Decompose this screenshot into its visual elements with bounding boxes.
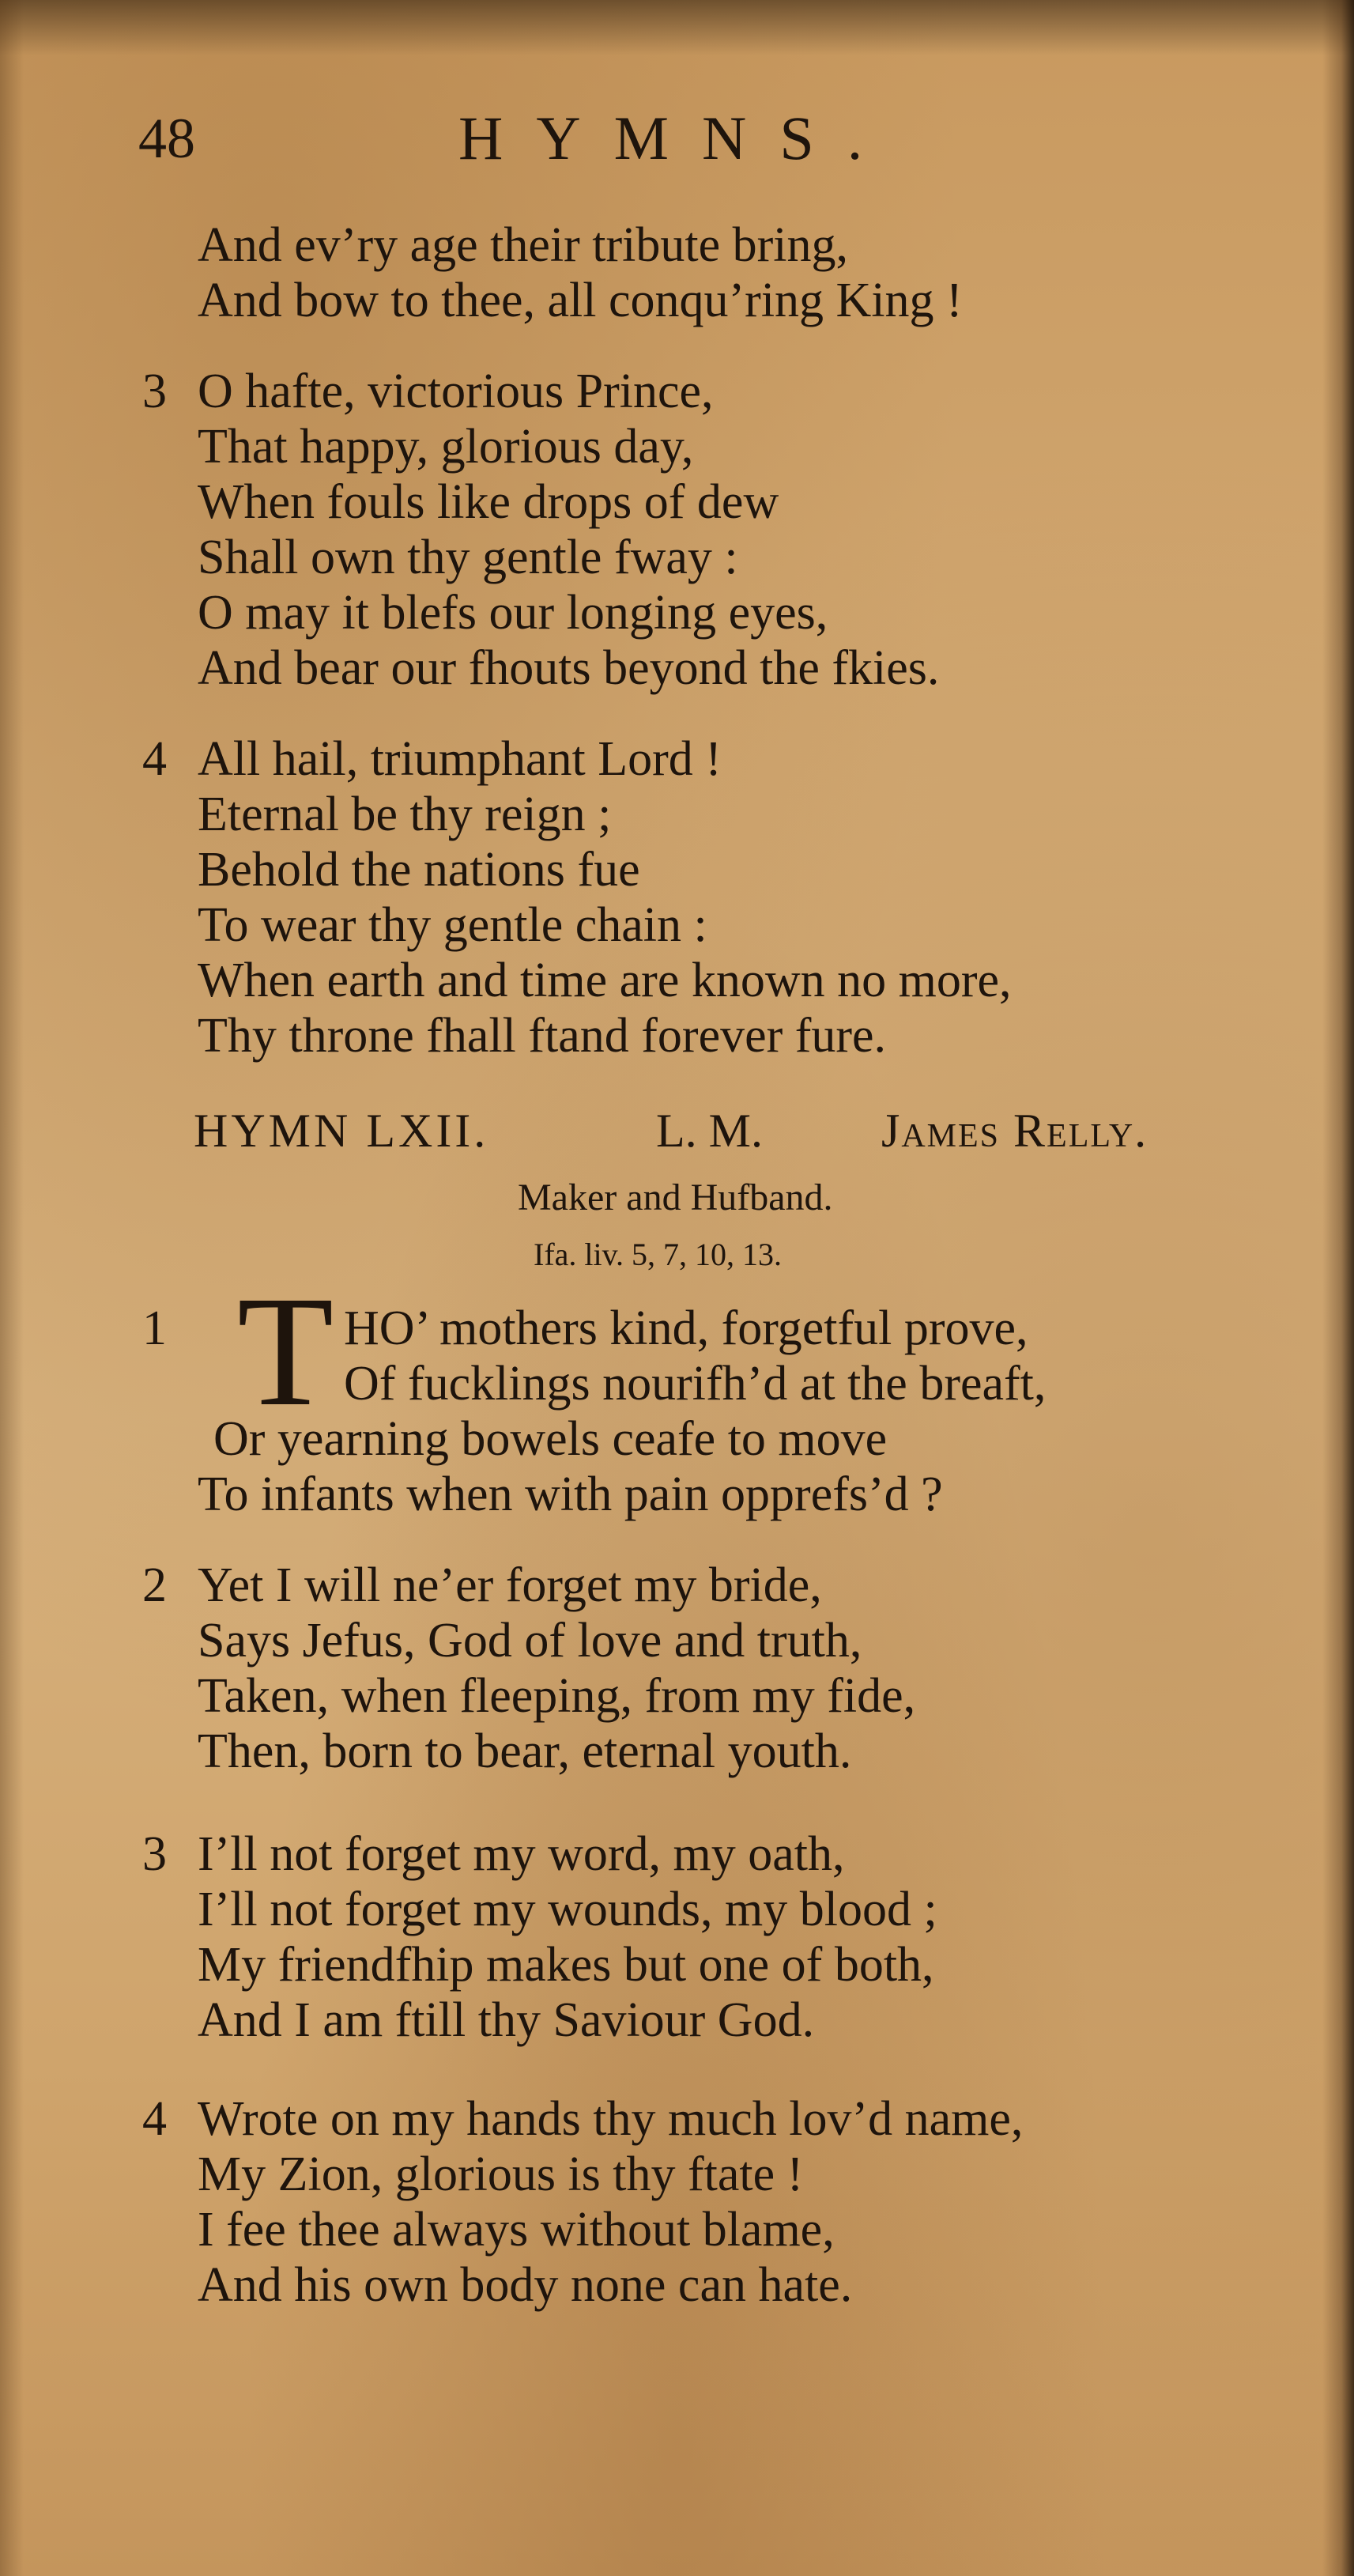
scripture-reference: Ifa. liv. 5, 7, 10, 13. xyxy=(534,1237,783,1272)
stanza-line: And I am ftill thy Saviour God. xyxy=(198,1993,815,2047)
verse-line: Behold the nations fue xyxy=(198,843,640,897)
verse-line: O may it blefs our longing eyes, xyxy=(198,586,828,640)
stanza-line: Yet I will ne’er forget my bride, xyxy=(198,1558,822,1612)
stanza-line: Taken, when fleeping, from my fide, xyxy=(198,1669,916,1723)
stanza-line: HO’ mothers kind, forgetful prove, xyxy=(344,1301,1028,1355)
verse-line: To wear thy gentle chain : xyxy=(198,898,707,952)
verse-line: When fouls like drops of dew xyxy=(198,475,779,529)
stanza-number: 4 xyxy=(142,2092,167,2146)
verse-line: All hail, triumphant Lord ! xyxy=(198,732,722,786)
verse-number: 3 xyxy=(142,364,167,418)
running-head: HYMNS. xyxy=(458,104,896,172)
stanza-line: Then, born to bear, eternal youth. xyxy=(198,1724,852,1778)
verse-line: Thy throne fhall ftand forever fure. xyxy=(198,1009,887,1063)
page-shadow-top xyxy=(0,0,1354,55)
stanza-line: Of fucklings nourifh’d at the breaft, xyxy=(344,1357,1047,1411)
page-number: 48 xyxy=(138,107,195,170)
stanza-number: 2 xyxy=(142,1558,167,1612)
hymn-author: James Relly. xyxy=(881,1105,1148,1157)
continuation-line: And ev’ry age their tribute bring, xyxy=(198,218,848,272)
drop-cap: T xyxy=(237,1264,334,1439)
stanza-line: My Zion, glorious is thy ftate ! xyxy=(198,2147,804,2201)
page-gutter-right xyxy=(1322,0,1354,2576)
stanza-line: Or yearning bowels ceafe to move xyxy=(213,1412,888,1466)
verse-line: Eternal be thy reign ; xyxy=(198,788,612,841)
verse-line: Shall own thy gentle fway : xyxy=(198,531,738,584)
stanza-number: 3 xyxy=(142,1827,167,1881)
stanza-line: To infants when with pain opprefs’d ? xyxy=(198,1467,943,1521)
stanza-number: 1 xyxy=(142,1301,167,1355)
hymn-meter: L. M. xyxy=(656,1105,763,1157)
hymn-subtitle: Maker and Hufband. xyxy=(518,1177,833,1218)
verse-line: And bear our fhouts beyond the fkies. xyxy=(198,641,940,695)
hymn-title: HYMN LXII. xyxy=(194,1105,489,1157)
stanza-line: I’ll not forget my word, my oath, xyxy=(198,1827,845,1881)
stanza-line: Wrote on my hands thy much lov’d name, xyxy=(198,2092,1024,2146)
stanza-line: Says Jefus, God of love and truth, xyxy=(198,1614,862,1668)
stanza-line: My friendfhip makes but one of both, xyxy=(198,1938,934,1992)
stanza-line: And his own body none can hate. xyxy=(198,2258,853,2312)
page-shadow-left xyxy=(0,0,24,2576)
verse-line: When earth and time are known no more, xyxy=(198,954,1012,1007)
verse-line: O hafte, victorious Prince, xyxy=(198,364,714,418)
continuation-line: And bow to thee, all conqu’ring King ! xyxy=(198,274,963,327)
verse-line: That happy, glorious day, xyxy=(198,420,694,474)
stanza-line: I fee thee always without blame, xyxy=(198,2203,835,2257)
verse-number: 4 xyxy=(142,732,167,786)
stanza-line: I’ll not forget my wounds, my blood ; xyxy=(198,1883,937,1936)
page-header xyxy=(138,95,1166,182)
